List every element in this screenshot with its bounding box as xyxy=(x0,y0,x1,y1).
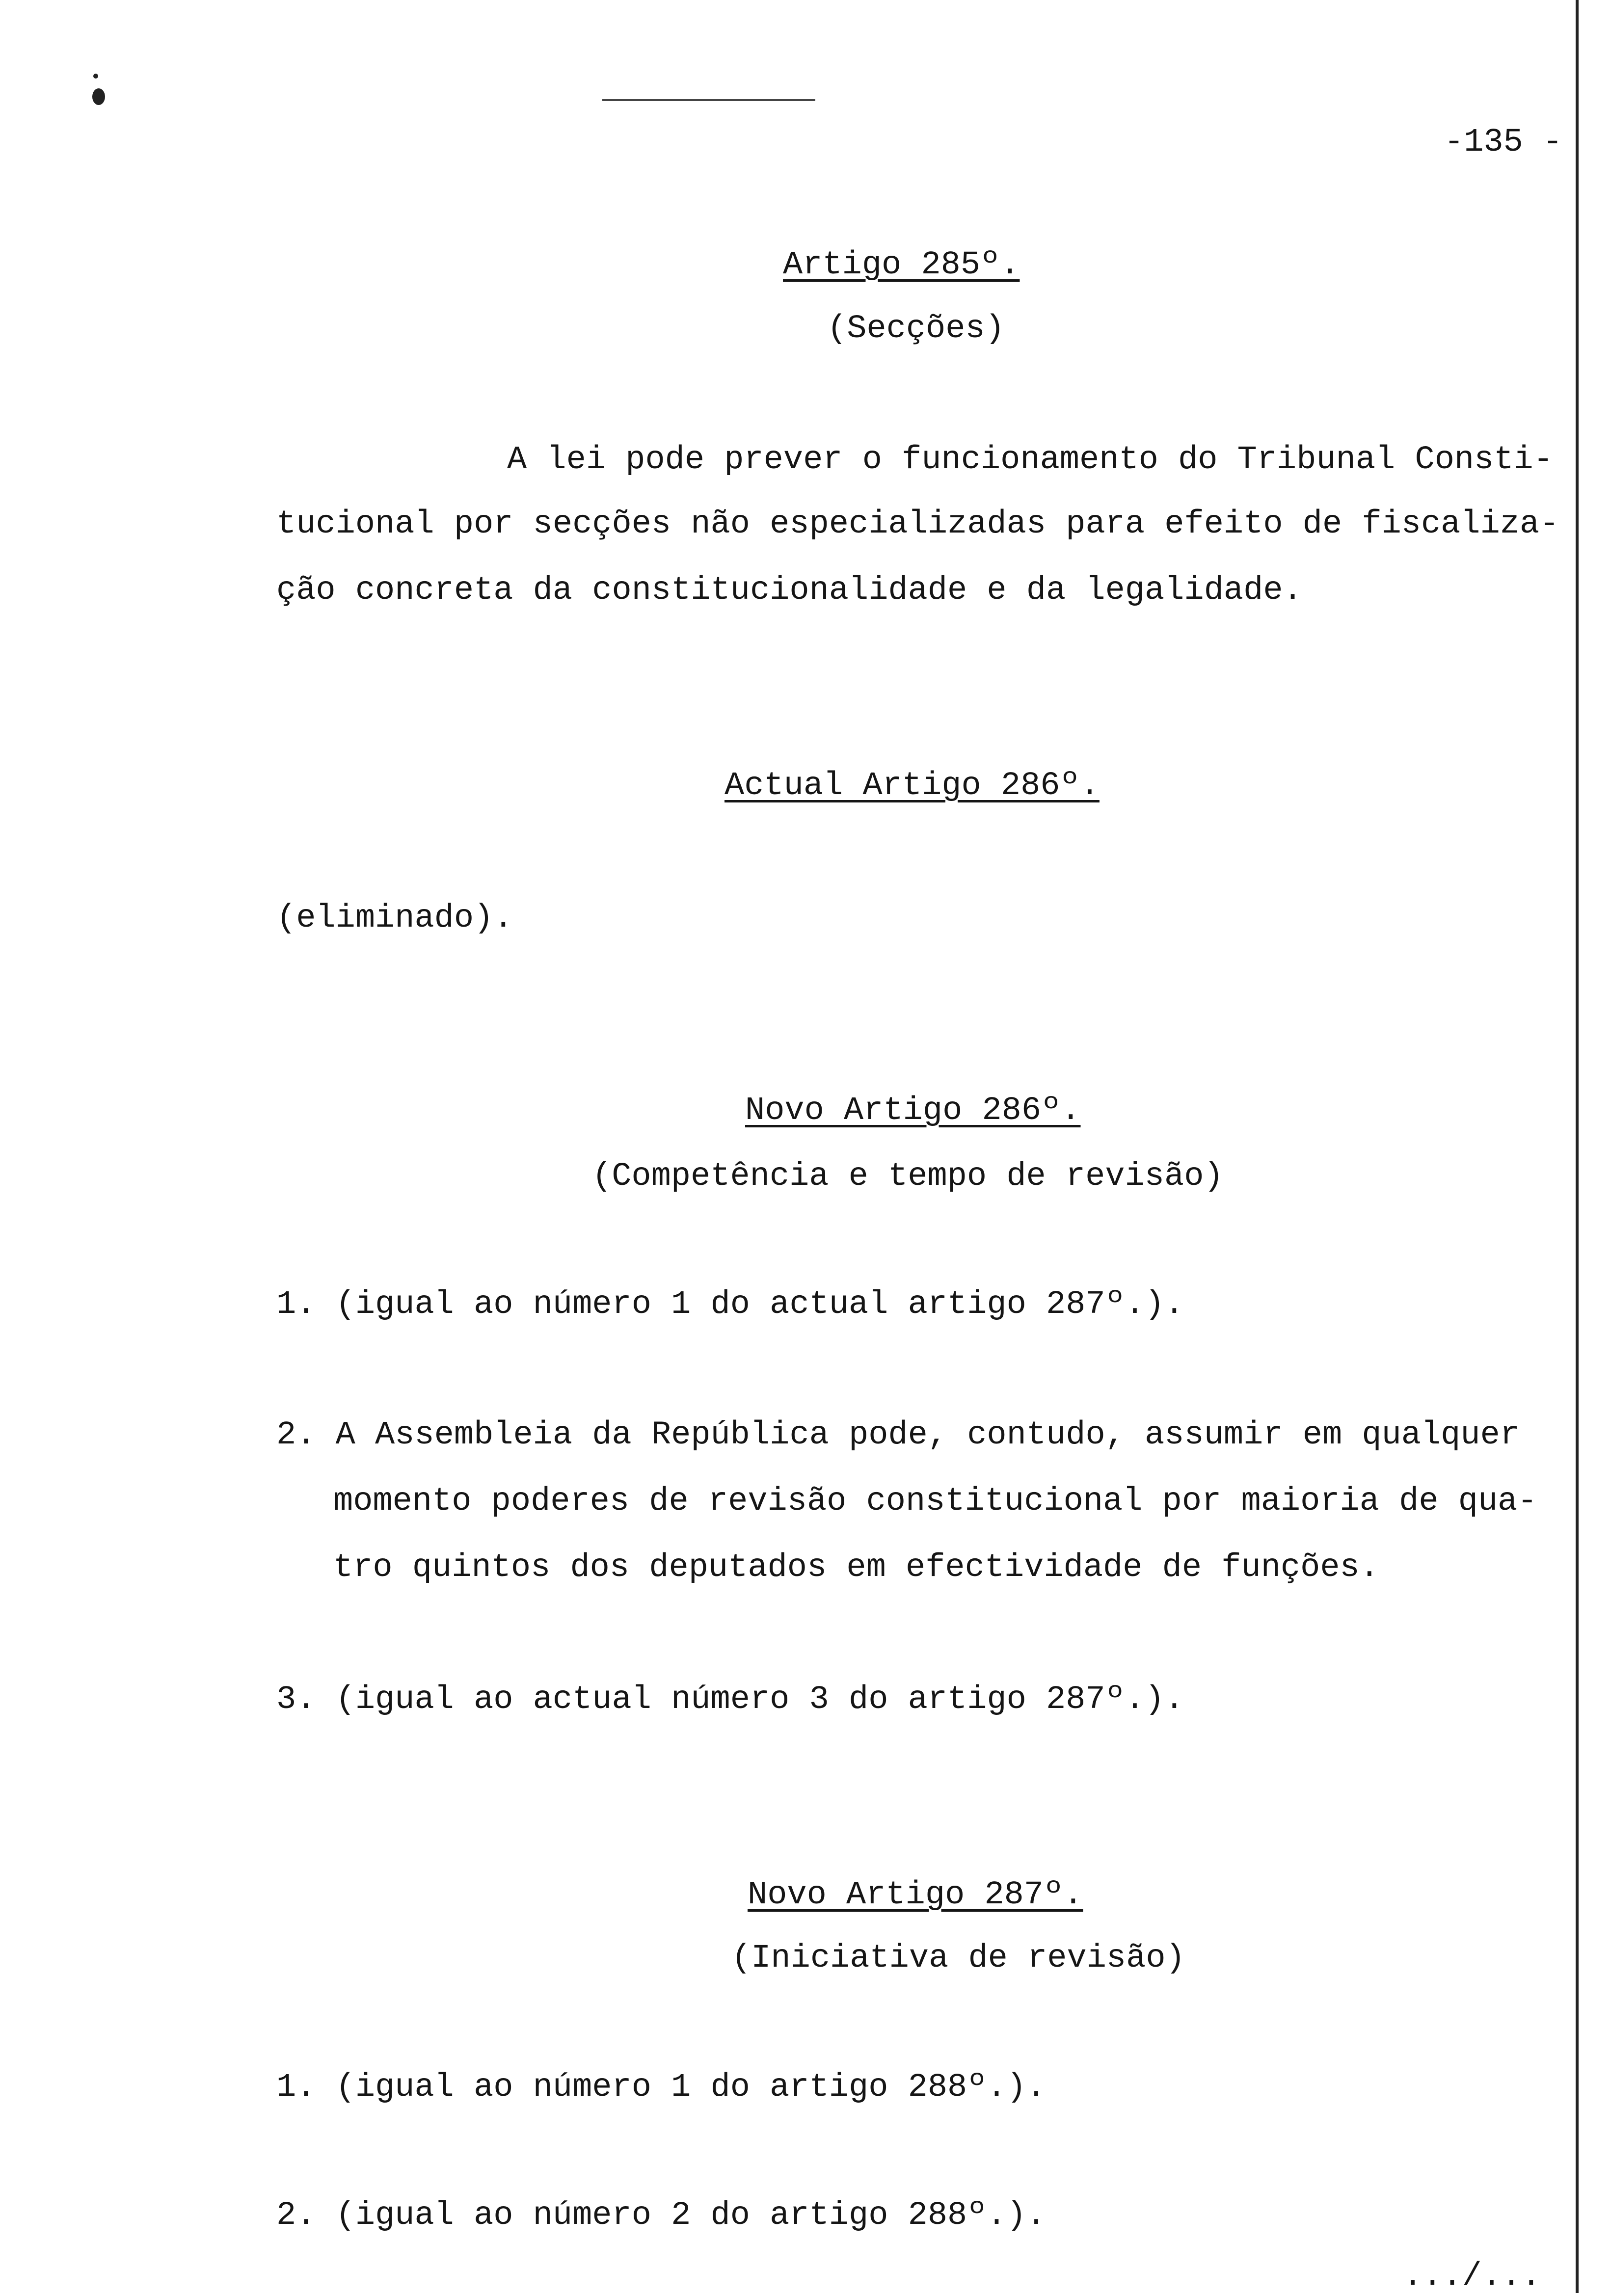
article-285-title: Artigo 285º. xyxy=(783,246,1020,284)
article-285-text-line: ção concreta da constitucionalidade e da legalidade. xyxy=(276,572,1303,609)
new-article-286-item-2-cont: momento poderes de revisão constitucional por maioria de qua- xyxy=(333,1483,1537,1520)
new-article-287-item-2: 2. (igual ao número 2 do artigo 288º.). xyxy=(276,2197,1046,2234)
actual-article-286-title: Actual Artigo 286º. xyxy=(724,767,1100,804)
new-article-286-title: Novo Artigo 286º. xyxy=(745,1092,1081,1129)
continuation-mark: .../... xyxy=(1403,2258,1541,2295)
article-285-text-line: tucional por secções não especializadas para efeito de fiscaliza- xyxy=(276,506,1559,543)
page-edge-line xyxy=(1576,0,1579,2293)
new-article-286-item-1: 1. (igual ao número 1 do actual artigo 287º.). xyxy=(276,1286,1184,1323)
new-article-286-item-2: 2. A Assembleia da República pode, contudo, assumir em qualquer xyxy=(276,1416,1520,1454)
new-article-287-title: Novo Artigo 287º. xyxy=(748,1876,1083,1914)
new-article-286-item-3: 3. (igual ao actual número 3 do artigo 287º.). xyxy=(276,1681,1184,1718)
ink-dot xyxy=(93,74,98,79)
new-article-286-item-2-cont: tro quintos dos deputados em efectividade de funções. xyxy=(333,1549,1379,1586)
page-number: -135 - xyxy=(1444,124,1563,161)
new-article-287-subtitle: (Iniciativa de revisão) xyxy=(731,1940,1185,1977)
top-rule-fragment xyxy=(602,99,815,101)
new-article-287-item-1: 1. (igual ao número 1 do artigo 288º.). xyxy=(276,2069,1046,2106)
ink-blot xyxy=(92,88,105,105)
new-article-286-subtitle: (Competência e tempo de revisão) xyxy=(592,1158,1224,1195)
article-285-text-line: A lei pode prever o funcionamento do Tribunal Consti- xyxy=(507,441,1553,479)
article-285-subtitle: (Secções) xyxy=(827,310,1005,347)
actual-article-286-text: (eliminado). xyxy=(276,900,513,937)
